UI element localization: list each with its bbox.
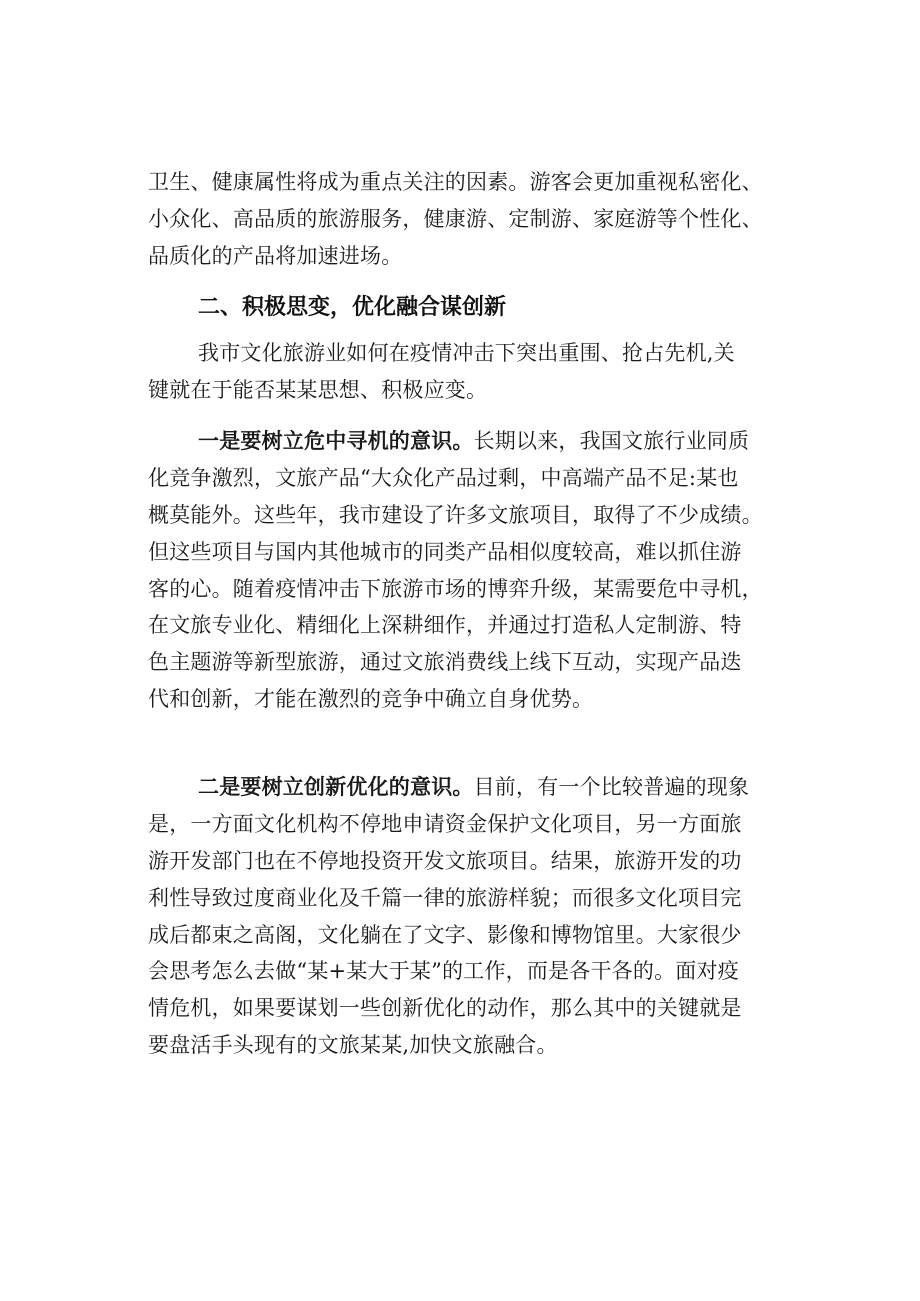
text-line: 卫生、健康属性将成为重点关注的因素。游客会更加重视私密化、 <box>148 170 763 194</box>
text-line: 品质化的产品将加速进场。 <box>148 243 403 268</box>
paragraph-lead: 一是要树立危中寻机的意识。 <box>198 429 474 453</box>
text-line: 键就在于能否某某思想、积极应变。 <box>148 377 488 402</box>
paragraph-crisis-opportunity <box>148 423 828 718</box>
text-line: 成后都束之高阁，文化躺在了文字、影像和博物馆里。大家很少 <box>148 922 742 947</box>
paragraph-lead-rest: 目前，有一个比较普遍的现象 <box>473 775 750 799</box>
paragraph-health-trends <box>148 164 828 275</box>
text-line: 我市文化旅游业如何在疫情冲击下突出重围、抢占先机,关 <box>198 341 735 365</box>
text-line <box>148 423 828 460</box>
text-line: 概莫能外。这些年，我市建设了许多文旅项目，取得了不少成绩。 <box>148 502 763 527</box>
paragraph-lead: 二是要树立创新优化的意识。 <box>198 775 474 799</box>
text-line <box>148 769 828 806</box>
paragraph-lead-rest: 长期以来，我国文旅行业同质 <box>473 429 750 453</box>
text-line: 利性导致过度商业化及千篇一律的旅游样貌；而很多文化项目完 <box>148 885 742 910</box>
text-line: 代和创新，才能在激烈的竞争中确立自身优势。 <box>148 687 594 712</box>
text-line: 小众化、高品质的旅游服务，健康游、定制游、家庭游等个性化、 <box>148 206 763 231</box>
paragraph-intro <box>148 335 828 409</box>
paragraph-innovation <box>148 769 828 1064</box>
text-line: 色主题游等新型旅游，通过文旅消费线上线下互动，实现产品迭 <box>148 650 742 675</box>
text-line: 在文旅专业化、精细化上深耕细作，并通过打造私人定制游、特 <box>148 613 742 638</box>
text-line: 化竞争激烈，文旅产品“大众化产品过剩，中高端产品不足:某也 <box>148 465 739 490</box>
text-line: 是，一方面文化机构不停地申请资金保护文化项目，另一方面旅 <box>148 811 742 836</box>
text-line: 会思考怎么去做“某+某大于某”的工作，而是各干各的。面对疫 <box>148 959 739 984</box>
text-line: 要盘活手头现有的文旅某某,加快文旅融合。 <box>148 1033 558 1058</box>
text-line: 游开发部门也在不停地投资开发文旅项目。结果，旅游开发的功 <box>148 848 742 873</box>
section-heading: 二、积极思变，优化融合谋创新 <box>198 295 507 320</box>
text-line: 但这些项目与国内其他城市的同类产品相似度较高，难以抓住游 <box>148 539 742 564</box>
text-line: 客的心。随着疫情冲击下旅游市场的博弈升级，某需要危中寻机， <box>148 576 763 601</box>
text-line: 情危机，如果要谋划一些创新优化的动作，那么其中的关键就是 <box>148 996 742 1021</box>
